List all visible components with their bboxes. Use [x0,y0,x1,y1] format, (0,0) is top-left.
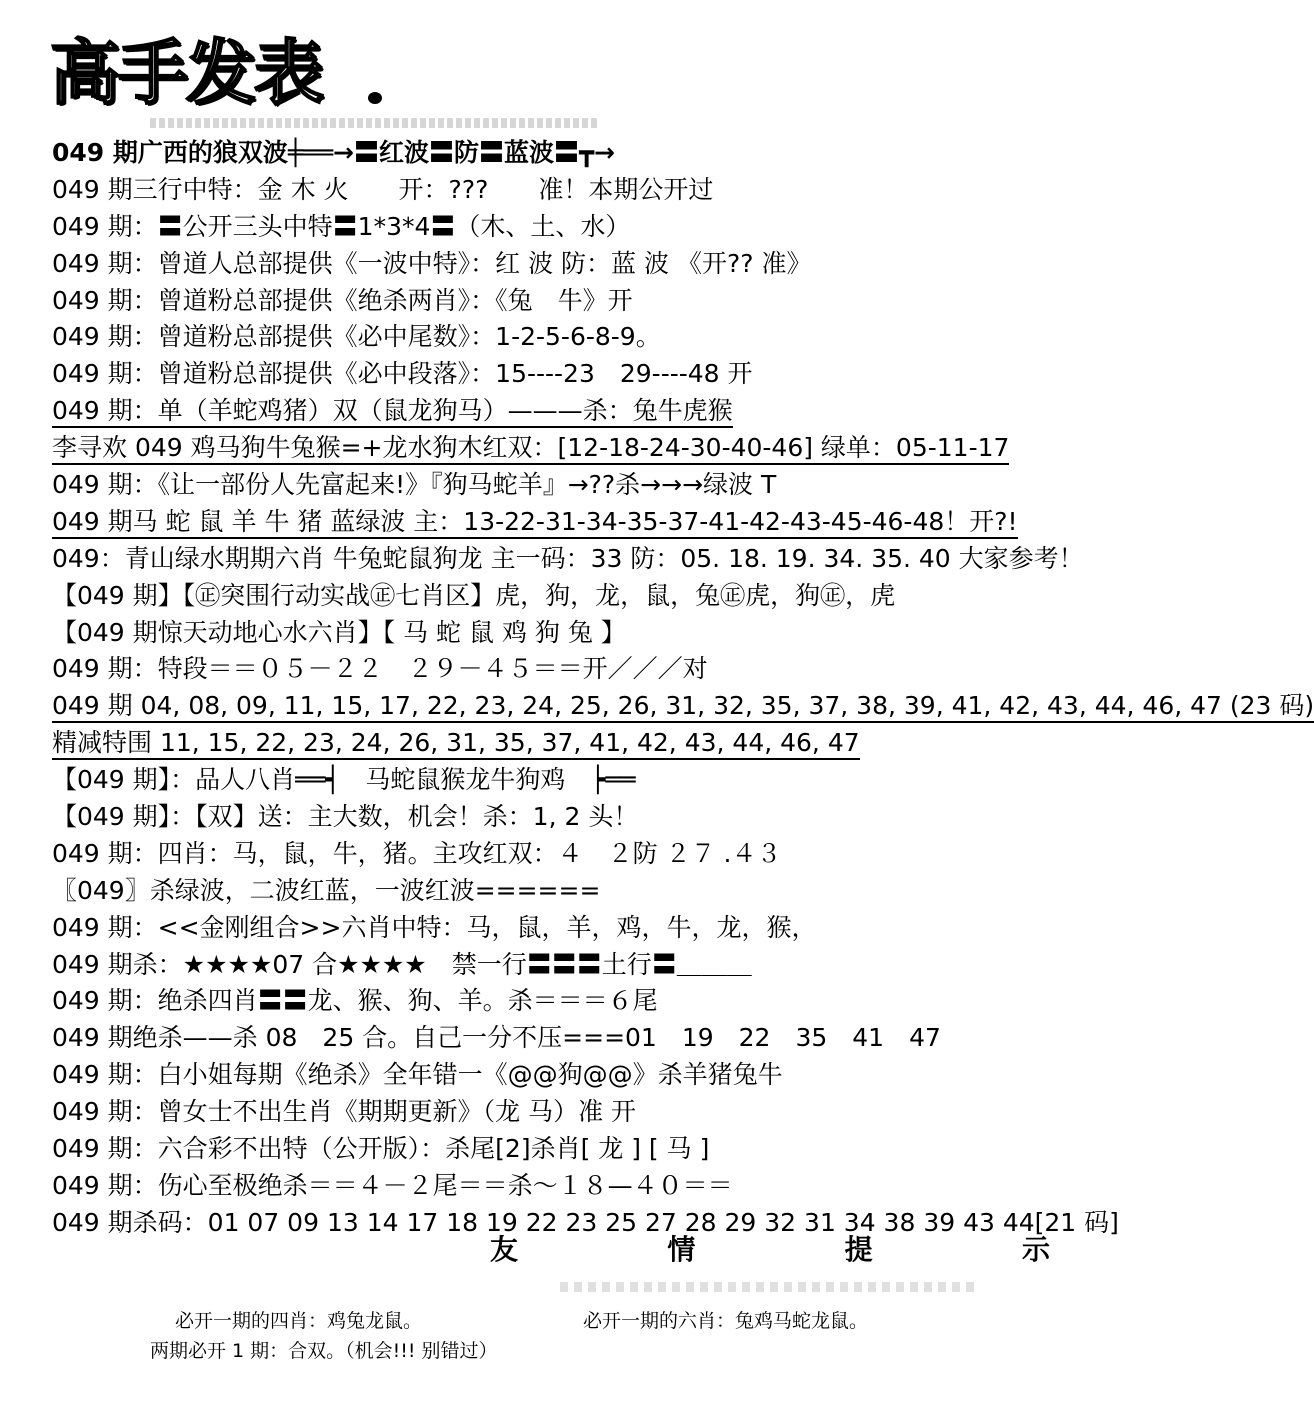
tips-heading-char: 提 [844,1233,873,1266]
prediction-line-text: 精减特围 11, 15, 22, 23, 24, 26, 31, 35, 37, 41, 42, 43, 44, 46, 47 [52,728,860,760]
prediction-line [52,1168,1052,1205]
prediction-line-text: 049 期 04, 08, 09, 11, 15, 17, 22, 23, 24, 25, 26, 31, 32, 35, 37, 38, 39, 41, 42, 43, 44, 46, 47 (23 码) [52,691,1314,723]
prediction-line-text: 049 期：伤心至极绝杀＝＝４－２尾＝＝杀～１８—４０＝＝ [52,1170,733,1200]
prediction-lines [52,135,1314,1242]
prediction-line-text: 049 期：绝杀四肖〓〓龙、猴、狗、羊。杀＝＝＝６尾 [52,986,658,1016]
tips-heading-char: 示 [1021,1233,1050,1266]
prediction-line [52,393,1052,430]
prediction-line [52,1020,1052,1057]
prediction-line-text: 049 期：曾道粉总部提供《必中段落》：15----23 29----48 开 [52,359,753,389]
prediction-line [52,762,1052,799]
prediction-line [52,836,1052,873]
prediction-line-text: 049 期：曾道粉总部提供《绝杀两肖》：《兔 牛》开 [52,285,633,315]
prediction-line [52,615,1052,652]
prediction-line-text: 049：青山绿水期期六肖 牛兔蛇鼠狗龙 主一码：33 防：05. 18. 19. 34. 35. 40 大家参考！ [52,543,1084,573]
prediction-line-text: 049 期：《让一部份人先富起来!》『狗马蛇羊』→??杀→→→绿波 T [52,470,777,500]
prediction-line [52,246,1052,283]
prediction-line [52,541,1084,578]
prediction-line-text: 【049 期】：【双】送：主大数，机会！杀：1, 2 头！ [52,802,639,832]
prediction-line [52,209,1052,246]
prediction-line-text: 049 期三行中特：金 木 火 开：??? 准！本期公开过 [52,174,714,204]
faded-text-strip [560,1282,980,1292]
page-title: 高手发表 [50,32,322,114]
prediction-line [52,799,1052,836]
prediction-line [52,283,1052,320]
prediction-line [52,356,1052,393]
prediction-line-text: 049 期绝杀——杀 08 25 合。自己一分不压===01 19 22 35 41 47 [52,1023,941,1053]
prediction-line [52,1057,1052,1094]
prediction-line-text: 049 期广西的狼双波╪══→〓红波〓防〓蓝波〓┳→ [52,138,615,167]
prediction-line [52,1131,1052,1168]
prediction-line [52,467,1052,504]
prediction-line-text: 【049 期惊天动地心水六肖】【 马 蛇 鼠 鸡 狗 兔 】 [52,617,626,647]
prediction-line-text: 049 期：四肖：马，鼠，牛，猪。主攻红双：４ ２防 ２７ .４３ [52,838,782,868]
prediction-line-text: 049 期：<<金刚组合>>六肖中特：马，鼠，羊，鸡，牛，龙，猴， [52,912,817,942]
prediction-line-text: 李寻欢 049 鸡马狗牛兔猴=+龙水狗木红双：[12-18-24-30-40-46] 绿单：05-11-17 [52,433,1009,465]
tips-heading [490,1228,1050,1268]
prediction-line [52,319,1052,356]
tip-four-zodiac: 必开一期的四肖：鸡兔龙鼠。 [175,1310,423,1332]
tip-two-periods: 两期必开 1 期：合双。（机会!!! 别错过） [150,1340,498,1362]
prediction-line-text: 049 期：白小姐每期《绝杀》全年错一《@@狗@@》杀羊猪兔牛 [52,1060,783,1090]
prediction-line-text: 049 期：单（羊蛇鸡猪）双（鼠龙狗马）———杀：兔牛虎猴 [52,396,733,428]
prediction-line-text: 049 期：曾道人总部提供《一波中特》：红 波 防：蓝 波 《开?? 准》 [52,248,812,278]
prediction-line [52,172,1052,209]
prediction-line [52,688,1314,725]
prediction-line-text: 【049 期】【㊣突围行动实战㊣七肖区】虎，狗，龙，鼠，兔㊣虎，狗㊣，虎 [52,580,896,610]
prediction-line-text: 049 期：曾女士不出生肖《期期更新》（龙 马）准 开 [52,1097,637,1127]
prediction-line-text: 〖049〗杀绿波，二波红蓝，一波红波====== [52,875,601,905]
prediction-line-text: 049 期：〓公开三头中特〓1*3*4〓（木、土、水） [52,211,631,241]
prediction-line-text: 049 期：特段＝＝０５－２２ ２９－４５＝＝开／／／对 [52,654,708,684]
prediction-line [52,1094,1052,1131]
prediction-line [52,725,1052,762]
prediction-line-text: 049 期杀：★★★★07 合★★★★ 禁一行〓〓〓土行〓＿＿＿ [52,949,752,979]
prediction-line-text: 049 期：六合彩不出特（公开版）：杀尾[2]杀肖[ 龙 ] [ 马 ] [52,1134,710,1164]
prediction-line-text: 049 期：曾道粉总部提供《必中尾数》：1-2-5-6-8-9。 [52,322,661,352]
prediction-line [52,578,1052,615]
faded-text-strip [150,118,600,128]
prediction-line-text: 049 期马 蛇 鼠 羊 牛 猪 蓝绿波 主：13-22-31-34-35-37-41-42-43-45-46-48！开?! [52,507,1018,539]
prediction-line [52,430,1052,467]
prediction-line [52,947,1052,984]
prediction-line [52,504,1052,541]
prediction-line [52,135,1052,172]
tip-six-zodiac: 必开一期的六肖：兔鸡马蛇龙鼠。 [583,1310,869,1332]
prediction-line [52,910,1052,947]
prediction-line [52,651,1052,688]
prediction-line [52,983,1052,1020]
title-dot-decoration [368,92,382,104]
prediction-line [52,873,1052,910]
prediction-line-text: 【049 期】：品人八肖══┥ 马蛇鼠猴龙牛狗鸡 ┝══ [52,765,636,795]
tips-heading-char: 友 [490,1233,519,1266]
prediction-line-text: 049 期杀码：01 07 09 13 14 17 18 19 22 23 25 27 28 29 32 31 34 38 39 43 44[21 码] [52,1207,1119,1237]
tips-heading-char: 情 [667,1233,696,1266]
